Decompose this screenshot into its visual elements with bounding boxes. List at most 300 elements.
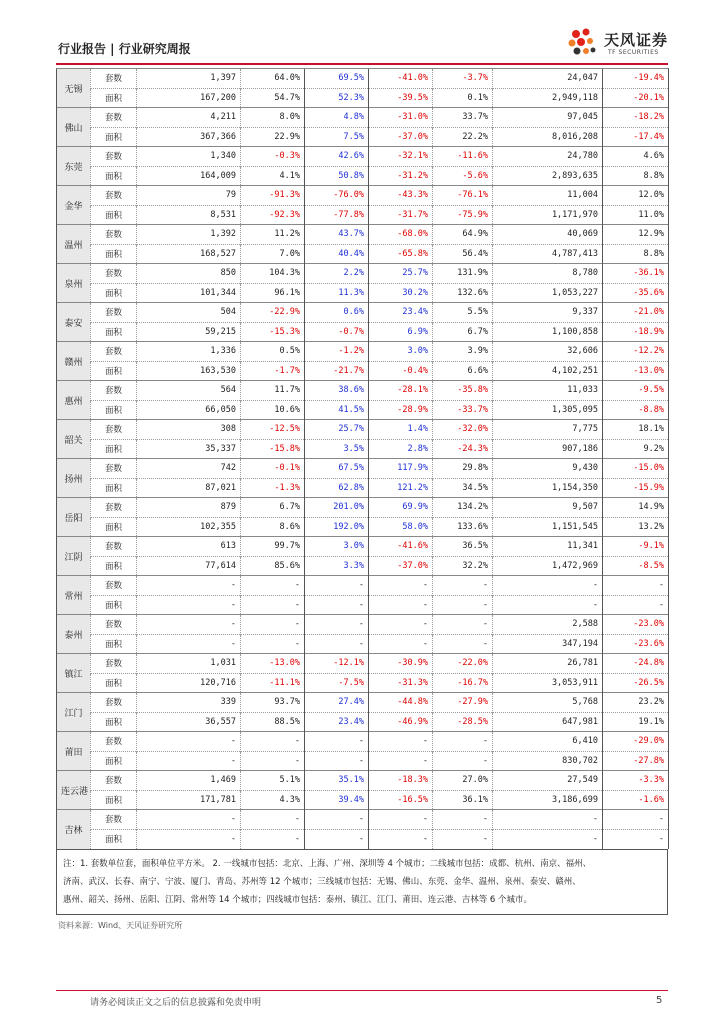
table-cell: 6.7% bbox=[433, 322, 493, 342]
table-cell: 52.3% bbox=[305, 88, 369, 108]
city-name: 江阴 bbox=[57, 537, 91, 576]
table-cell: - bbox=[241, 595, 305, 615]
table-cell: 850 bbox=[137, 264, 241, 284]
metric-count-label: 套数 bbox=[91, 303, 137, 323]
table-cell: -26.5% bbox=[603, 673, 669, 693]
table-row bbox=[57, 303, 669, 323]
city-name: 岳阳 bbox=[57, 498, 91, 537]
table-cell: 192.0% bbox=[305, 517, 369, 537]
metric-count-label: 套数 bbox=[91, 498, 137, 518]
table-cell: -65.8% bbox=[369, 244, 433, 264]
table-cell: - bbox=[433, 634, 493, 654]
table-cell: -32.0% bbox=[433, 420, 493, 440]
table-cell: 99.7% bbox=[241, 537, 305, 557]
metric-count-label: 套数 bbox=[91, 186, 137, 206]
table-row bbox=[57, 615, 669, 635]
table-row bbox=[57, 225, 669, 245]
table-cell: -0.3% bbox=[241, 147, 305, 167]
metric-area-label: 面积 bbox=[91, 829, 137, 849]
metric-count-label: 套数 bbox=[91, 810, 137, 830]
table-row bbox=[57, 478, 669, 498]
table-cell: 23.4% bbox=[369, 303, 433, 323]
table-row bbox=[57, 420, 669, 440]
table-cell: - bbox=[433, 576, 493, 596]
metric-area-label: 面积 bbox=[91, 166, 137, 186]
table-row bbox=[57, 381, 669, 401]
table-cell: -12.5% bbox=[241, 420, 305, 440]
table-cell: 134.2% bbox=[433, 498, 493, 518]
metric-count-label: 套数 bbox=[91, 693, 137, 713]
table-cell: -9.1% bbox=[603, 537, 669, 557]
table-cell: 34.5% bbox=[433, 478, 493, 498]
table-cell: -91.3% bbox=[241, 186, 305, 206]
table-cell: 8,780 bbox=[493, 264, 603, 284]
table-cell: 30.2% bbox=[369, 283, 433, 303]
table-cell: 9,430 bbox=[493, 459, 603, 479]
table-row bbox=[57, 459, 669, 479]
logo-text-en: TF SECURITIES bbox=[608, 49, 659, 56]
table-cell: -44.8% bbox=[369, 693, 433, 713]
table-cell: 35.1% bbox=[305, 771, 369, 791]
table-cell: 24,780 bbox=[493, 147, 603, 167]
table-cell: -31.2% bbox=[369, 166, 433, 186]
table-cell: 121.2% bbox=[369, 478, 433, 498]
table-cell: -12.1% bbox=[305, 654, 369, 674]
table-cell: -15.3% bbox=[241, 322, 305, 342]
table-cell: - bbox=[305, 576, 369, 596]
table-row bbox=[57, 829, 669, 849]
table-cell: - bbox=[305, 634, 369, 654]
table-cell: -1.7% bbox=[241, 361, 305, 381]
city-name: 金华 bbox=[57, 186, 91, 225]
table-cell: 23.4% bbox=[305, 712, 369, 732]
table-cell: - bbox=[137, 615, 241, 635]
table-cell: - bbox=[241, 576, 305, 596]
table-cell: 3.9% bbox=[433, 342, 493, 362]
table-cell: 3.0% bbox=[369, 342, 433, 362]
table-cell: -11.6% bbox=[433, 147, 493, 167]
table-cell: 1,305,095 bbox=[493, 400, 603, 420]
table-cell: - bbox=[433, 810, 493, 830]
table-cell: -0.1% bbox=[241, 459, 305, 479]
table-cell: - bbox=[241, 829, 305, 849]
table-cell: -75.9% bbox=[433, 205, 493, 225]
table-cell: -23.6% bbox=[603, 634, 669, 654]
table-cell: 67.5% bbox=[305, 459, 369, 479]
table-cell: -3.7% bbox=[433, 69, 493, 89]
table-cell: 11.2% bbox=[241, 225, 305, 245]
table-row bbox=[57, 244, 669, 264]
city-name: 惠州 bbox=[57, 381, 91, 420]
table-cell: 32,606 bbox=[493, 342, 603, 362]
city-name: 镇江 bbox=[57, 654, 91, 693]
table-cell: 133.6% bbox=[433, 517, 493, 537]
table-row bbox=[57, 556, 669, 576]
table-cell: - bbox=[433, 732, 493, 752]
table-cell: 88.5% bbox=[241, 712, 305, 732]
table-cell: - bbox=[369, 615, 433, 635]
table-row bbox=[57, 322, 669, 342]
table-row bbox=[57, 537, 669, 557]
table-cell: 27,549 bbox=[493, 771, 603, 791]
table-cell: 66,050 bbox=[137, 400, 241, 420]
city-name: 吉林 bbox=[57, 810, 91, 849]
table-cell: - bbox=[493, 829, 603, 849]
table-cell: -11.1% bbox=[241, 673, 305, 693]
table-cell: -46.9% bbox=[369, 712, 433, 732]
table-cell: -24.8% bbox=[603, 654, 669, 674]
table-cell: 1,053,227 bbox=[493, 283, 603, 303]
table-cell: 742 bbox=[137, 459, 241, 479]
city-name: 温州 bbox=[57, 225, 91, 264]
table-cell: 5.5% bbox=[433, 303, 493, 323]
table-row bbox=[57, 654, 669, 674]
table-cell: -23.0% bbox=[603, 615, 669, 635]
table-cell: 39.4% bbox=[305, 790, 369, 810]
table-row bbox=[57, 88, 669, 108]
table-cell: - bbox=[137, 829, 241, 849]
table-row bbox=[57, 595, 669, 615]
table-cell: 0.1% bbox=[433, 88, 493, 108]
table-cell: -18.2% bbox=[603, 108, 669, 128]
table-cell: 101,344 bbox=[137, 283, 241, 303]
table-cell: 13.2% bbox=[603, 517, 669, 537]
table-cell: 879 bbox=[137, 498, 241, 518]
table-cell: 12.0% bbox=[603, 186, 669, 206]
table-row bbox=[57, 751, 669, 771]
table-cell: -19.4% bbox=[603, 69, 669, 89]
table-cell: -0.4% bbox=[369, 361, 433, 381]
city-name: 东莞 bbox=[57, 147, 91, 186]
table-cell: - bbox=[433, 595, 493, 615]
table-cell: 104.3% bbox=[241, 264, 305, 284]
table-cell: -31.0% bbox=[369, 108, 433, 128]
city-name: 赣州 bbox=[57, 342, 91, 381]
table-cell: 2,893,635 bbox=[493, 166, 603, 186]
table-row bbox=[57, 732, 669, 752]
table-cell: 5.1% bbox=[241, 771, 305, 791]
table-cell: -3.3% bbox=[603, 771, 669, 791]
table-cell: -1.2% bbox=[305, 342, 369, 362]
table-cell: -22.0% bbox=[433, 654, 493, 674]
logo-text-cn: 天风证券 bbox=[604, 31, 669, 49]
table-cell: 120,716 bbox=[137, 673, 241, 693]
table-cell: 36.1% bbox=[433, 790, 493, 810]
table-cell: - bbox=[369, 732, 433, 752]
table-cell: 7.0% bbox=[241, 244, 305, 264]
table-cell: 163,530 bbox=[137, 361, 241, 381]
table-cell: 25.7% bbox=[369, 264, 433, 284]
table-cell: - bbox=[137, 751, 241, 771]
table-cell: -43.3% bbox=[369, 186, 433, 206]
metric-area-label: 面积 bbox=[91, 673, 137, 693]
city-name: 连云港 bbox=[57, 771, 91, 810]
table-cell: -35.6% bbox=[603, 283, 669, 303]
table-cell: 0.6% bbox=[305, 303, 369, 323]
table-cell: 2,588 bbox=[493, 615, 603, 635]
table-cell: - bbox=[369, 634, 433, 654]
table-cell: 96.1% bbox=[241, 283, 305, 303]
report-header-title: 行业报告 | 行业研究周报 bbox=[58, 42, 191, 56]
table-cell: 25.7% bbox=[305, 420, 369, 440]
table-cell: - bbox=[305, 732, 369, 752]
table-cell: 4,787,413 bbox=[493, 244, 603, 264]
metric-count-label: 套数 bbox=[91, 381, 137, 401]
table-cell: 1,392 bbox=[137, 225, 241, 245]
table-cell: -36.1% bbox=[603, 264, 669, 284]
table-row bbox=[57, 439, 669, 459]
table-note bbox=[56, 849, 668, 915]
table-cell: 23.2% bbox=[603, 693, 669, 713]
table-cell: 40.4% bbox=[305, 244, 369, 264]
table-row bbox=[57, 810, 669, 830]
table-cell: -22.9% bbox=[241, 303, 305, 323]
footer-divider bbox=[56, 990, 668, 991]
table-cell: -68.0% bbox=[369, 225, 433, 245]
table-cell: 6.6% bbox=[433, 361, 493, 381]
table-cell: - bbox=[493, 576, 603, 596]
table-row bbox=[57, 576, 669, 596]
table-cell: -92.3% bbox=[241, 205, 305, 225]
table-row bbox=[57, 771, 669, 791]
metric-area-label: 面积 bbox=[91, 205, 137, 225]
table-cell: -37.0% bbox=[369, 556, 433, 576]
table-cell: 8,531 bbox=[137, 205, 241, 225]
table-cell: -7.5% bbox=[305, 673, 369, 693]
table-cell: 102,355 bbox=[137, 517, 241, 537]
table-cell: -20.1% bbox=[603, 88, 669, 108]
table-cell: -35.8% bbox=[433, 381, 493, 401]
table-cell: 6.9% bbox=[369, 322, 433, 342]
table-cell: 11.3% bbox=[305, 283, 369, 303]
table-row bbox=[57, 517, 669, 537]
metric-count-label: 套数 bbox=[91, 654, 137, 674]
table-cell: 69.5% bbox=[305, 69, 369, 89]
table-cell: 14.9% bbox=[603, 498, 669, 518]
city-name: 泰安 bbox=[57, 303, 91, 342]
table-cell: 41.5% bbox=[305, 400, 369, 420]
table-cell: 2.8% bbox=[369, 439, 433, 459]
table-cell: 64.0% bbox=[241, 69, 305, 89]
metric-area-label: 面积 bbox=[91, 361, 137, 381]
metric-area-label: 面积 bbox=[91, 595, 137, 615]
table-cell: -28.1% bbox=[369, 381, 433, 401]
table-cell: 647,981 bbox=[493, 712, 603, 732]
table-cell: -76.1% bbox=[433, 186, 493, 206]
table-cell: - bbox=[241, 810, 305, 830]
table-cell: -28.5% bbox=[433, 712, 493, 732]
table-cell: 8.6% bbox=[241, 517, 305, 537]
metric-count-label: 套数 bbox=[91, 342, 137, 362]
table-cell: 11,033 bbox=[493, 381, 603, 401]
metric-area-label: 面积 bbox=[91, 283, 137, 303]
table-cell: - bbox=[603, 829, 669, 849]
table-cell: 87,021 bbox=[137, 478, 241, 498]
table-cell: 8.0% bbox=[241, 108, 305, 128]
table-cell: -18.3% bbox=[369, 771, 433, 791]
table-cell: -41.6% bbox=[369, 537, 433, 557]
table-cell: -29.0% bbox=[603, 732, 669, 752]
table-cell: 168,527 bbox=[137, 244, 241, 264]
table-cell: 1,336 bbox=[137, 342, 241, 362]
table-cell: 4.6% bbox=[603, 147, 669, 167]
table-cell: -9.5% bbox=[603, 381, 669, 401]
table-cell: 69.9% bbox=[369, 498, 433, 518]
table-cell: 167,200 bbox=[137, 88, 241, 108]
table-cell: -21.7% bbox=[305, 361, 369, 381]
table-row bbox=[57, 264, 669, 284]
city-name: 江门 bbox=[57, 693, 91, 732]
city-name: 无锡 bbox=[57, 69, 91, 108]
table-cell: 42.6% bbox=[305, 147, 369, 167]
table-cell: 131.9% bbox=[433, 264, 493, 284]
note-line-1: 注：1. 套数单位套，面积单位平方米。 2. 一线城市包括：北京、上海、广州、深圳等 4 个城市；二线城市包括：成都、杭州、南京、福州、 bbox=[63, 858, 592, 869]
table-cell: 1,340 bbox=[137, 147, 241, 167]
table-cell: -41.0% bbox=[369, 69, 433, 89]
table-cell: - bbox=[433, 615, 493, 635]
table-cell: 26,781 bbox=[493, 654, 603, 674]
metric-area-label: 面积 bbox=[91, 634, 137, 654]
table-cell: - bbox=[603, 576, 669, 596]
table-cell: - bbox=[369, 751, 433, 771]
table-cell: 27.4% bbox=[305, 693, 369, 713]
table-cell: - bbox=[305, 595, 369, 615]
page-number: 5 bbox=[656, 995, 663, 1006]
table-cell: -5.6% bbox=[433, 166, 493, 186]
table-cell: 2,949,118 bbox=[493, 88, 603, 108]
table-row bbox=[57, 342, 669, 362]
table-cell: -24.3% bbox=[433, 439, 493, 459]
table-cell: - bbox=[241, 615, 305, 635]
table-cell: 54.7% bbox=[241, 88, 305, 108]
table-cell: 4.8% bbox=[305, 108, 369, 128]
table-cell: - bbox=[369, 576, 433, 596]
table-cell: -28.9% bbox=[369, 400, 433, 420]
table-cell: - bbox=[305, 810, 369, 830]
table-cell: 308 bbox=[137, 420, 241, 440]
table-cell: - bbox=[305, 829, 369, 849]
table-cell: 4.1% bbox=[241, 166, 305, 186]
table-cell: -12.2% bbox=[603, 342, 669, 362]
table-cell: 1,031 bbox=[137, 654, 241, 674]
city-name: 莆田 bbox=[57, 732, 91, 771]
table-cell: -77.8% bbox=[305, 205, 369, 225]
table-row bbox=[57, 186, 669, 206]
metric-count-label: 套数 bbox=[91, 147, 137, 167]
metric-area-label: 面积 bbox=[91, 322, 137, 342]
table-cell: 8.8% bbox=[603, 166, 669, 186]
city-sales-table bbox=[56, 68, 668, 915]
table-cell: 56.4% bbox=[433, 244, 493, 264]
table-cell: 164,009 bbox=[137, 166, 241, 186]
table-cell: 11.0% bbox=[603, 205, 669, 225]
table-cell: 36,557 bbox=[137, 712, 241, 732]
table-cell: 93.7% bbox=[241, 693, 305, 713]
metric-area-label: 面积 bbox=[91, 556, 137, 576]
city-name: 泰州 bbox=[57, 615, 91, 654]
table-cell: -37.0% bbox=[369, 127, 433, 147]
table-cell: - bbox=[137, 810, 241, 830]
metric-area-label: 面积 bbox=[91, 478, 137, 498]
table-cell: - bbox=[433, 751, 493, 771]
metric-count-label: 套数 bbox=[91, 225, 137, 245]
table-cell: 339 bbox=[137, 693, 241, 713]
table-cell: 36.5% bbox=[433, 537, 493, 557]
table-cell: 29.8% bbox=[433, 459, 493, 479]
table-row bbox=[57, 790, 669, 810]
table-cell: - bbox=[137, 732, 241, 752]
table-row bbox=[57, 108, 669, 128]
table-cell: - bbox=[241, 634, 305, 654]
table-cell: 1,151,545 bbox=[493, 517, 603, 537]
table-cell: 58.0% bbox=[369, 517, 433, 537]
table-cell: -30.9% bbox=[369, 654, 433, 674]
table-row bbox=[57, 283, 669, 303]
table-cell: -13.0% bbox=[603, 361, 669, 381]
metric-count-label: 套数 bbox=[91, 771, 137, 791]
metric-area-label: 面积 bbox=[91, 127, 137, 147]
table-cell: -76.0% bbox=[305, 186, 369, 206]
table-cell: 22.2% bbox=[433, 127, 493, 147]
table-cell: 11.7% bbox=[241, 381, 305, 401]
table-cell: -8.8% bbox=[603, 400, 669, 420]
table-row bbox=[57, 634, 669, 654]
table-cell: 50.8% bbox=[305, 166, 369, 186]
table-cell: - bbox=[603, 810, 669, 830]
table-cell: -33.7% bbox=[433, 400, 493, 420]
metric-count-label: 套数 bbox=[91, 537, 137, 557]
table-cell: 9,507 bbox=[493, 498, 603, 518]
table-cell: 7,775 bbox=[493, 420, 603, 440]
table-cell: 0.5% bbox=[241, 342, 305, 362]
table-cell: 11,341 bbox=[493, 537, 603, 557]
table-row bbox=[57, 69, 669, 89]
table-cell: -15.0% bbox=[603, 459, 669, 479]
table-cell: 85.6% bbox=[241, 556, 305, 576]
flower-logo-icon bbox=[566, 26, 602, 62]
table-cell: 77,614 bbox=[137, 556, 241, 576]
city-name: 常州 bbox=[57, 576, 91, 615]
table-cell: - bbox=[369, 595, 433, 615]
table-cell: 4.3% bbox=[241, 790, 305, 810]
table-cell: 5,768 bbox=[493, 693, 603, 713]
table-cell: - bbox=[433, 829, 493, 849]
table-cell: 8.8% bbox=[603, 244, 669, 264]
table-cell: -16.7% bbox=[433, 673, 493, 693]
metric-area-label: 面积 bbox=[91, 790, 137, 810]
table-cell: 97,045 bbox=[493, 108, 603, 128]
table-cell: -27.8% bbox=[603, 751, 669, 771]
footer-disclaimer: 请务必阅读正文之后的信息披露和免责申明 bbox=[90, 998, 262, 1008]
table-cell: 3.5% bbox=[305, 439, 369, 459]
metric-area-label: 面积 bbox=[91, 244, 137, 264]
table-cell: 64.9% bbox=[433, 225, 493, 245]
table-cell: -15.9% bbox=[603, 478, 669, 498]
table-cell: 40,069 bbox=[493, 225, 603, 245]
table-cell: 9,337 bbox=[493, 303, 603, 323]
table-cell: 3,186,699 bbox=[493, 790, 603, 810]
table-cell: -31.3% bbox=[369, 673, 433, 693]
table-cell: 24,047 bbox=[493, 69, 603, 89]
table-row bbox=[57, 693, 669, 713]
table-cell: 7.5% bbox=[305, 127, 369, 147]
metric-area-label: 面积 bbox=[91, 439, 137, 459]
table-cell: 9.2% bbox=[603, 439, 669, 459]
table-cell: -16.5% bbox=[369, 790, 433, 810]
table-cell: -17.4% bbox=[603, 127, 669, 147]
table-cell: - bbox=[603, 595, 669, 615]
table-cell: 3.3% bbox=[305, 556, 369, 576]
